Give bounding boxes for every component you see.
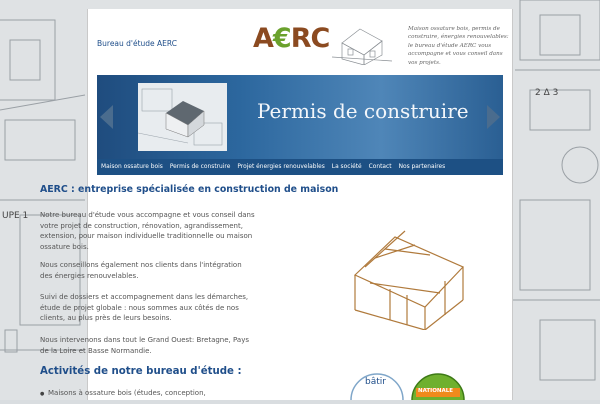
region-paragraph: Nous intervenons dans tout le Grand Ouest: Bretagne, Pays de la Loire et Basse Normandie. [40,336,249,355]
main-navigation [97,159,503,175]
nav-item-contact[interactable]: Contact [368,164,392,170]
logo-letter-a: A [253,23,273,54]
aerc-logo[interactable] [253,24,329,54]
nav-item-maison-ossature-bois[interactable]: Maison ossature bois [101,164,163,170]
nav-item-permis-de-construire[interactable]: Permis de construire [169,164,231,170]
partner-badges [350,372,480,400]
house-plan-icon [138,83,227,151]
batir-badge-label: bâtir [365,377,386,387]
follow-up-paragraph: Suivi de dossiers et accompagnement dans les démarches, étude de projet globale : nous sommes aux côtés de nos clients, au plus près de leurs besoins. [40,293,249,322]
nationale-badge-label: NATIONALE [418,388,454,394]
intro-paragraph: Notre bureau d'étude vous accompagne et vous conseil dans votre projet de construction, rénovation, agrandissement, extension, pour maison individuelle traditionnelle ou maison ossature bois. [40,211,255,251]
header-tagline: Maison ossature bois, permis de construire, énergies renouvelables: le bureau d'étude AERC vous accompagne et vous conseil dans vos projets. [408,26,509,66]
nav-item-projet-energies[interactable]: Projet énergies renouvelables [237,164,325,170]
house-logo-icon [332,21,392,65]
chevron-left-icon[interactable] [100,105,113,129]
renewables-paragraph: Nous conseillons également nos clients dans l'intégration des énergies renouvelables. [40,261,242,280]
logo-letters-rc: RC [290,23,330,54]
banner-house-image [138,83,227,151]
svg-text:2 Δ 3: 2 Δ 3 [535,88,559,98]
banner-title: Permis de construire [257,99,469,123]
site-title[interactable]: Bureau d'étude AERC [97,39,177,48]
page-heading: AERC : entreprise spécialisée en construction de maison [40,184,339,195]
timber-frame-image [345,225,475,330]
logo-euro: € [272,23,291,54]
list-item: ● Maisons à ossature bois (études, conception, [48,389,206,397]
chevron-right-icon[interactable] [487,105,500,129]
nav-item-nos-partenaires[interactable]: Nos partenaires [398,164,446,170]
hero-banner [97,75,503,159]
activities-heading: Activités de notre bureau d'étude : [40,366,242,377]
nav-item-la-societe[interactable]: La société [331,164,362,170]
svg-text:UPE 1: UPE 1 [2,211,29,221]
